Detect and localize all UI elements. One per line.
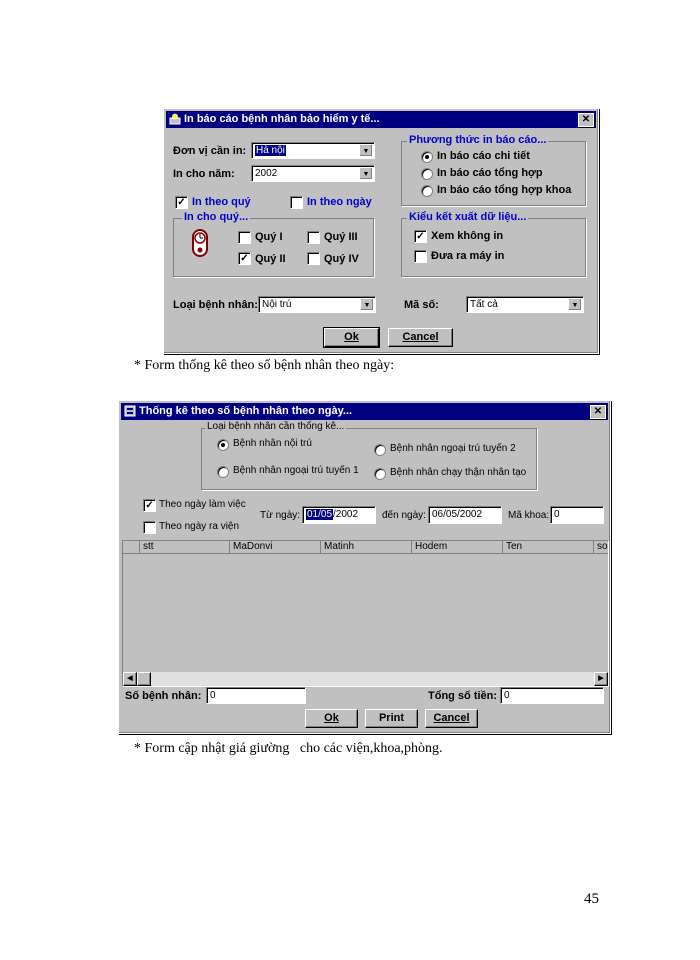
- quy-group-title: In cho quý...: [184, 211, 249, 223]
- clock-icon: [192, 228, 208, 258]
- so-bn-label: Số bệnh nhân:: [125, 690, 202, 702]
- xem-khong-in-checkbox[interactable]: ✓: [414, 230, 427, 243]
- loai-bn-value: Nội trú: [262, 299, 292, 310]
- cancel-button[interactable]: [388, 328, 453, 347]
- caption-2: * Form cập nhật giá giường cho các viện,khoa,phòng.: [134, 741, 443, 756]
- cancel-button[interactable]: [425, 709, 478, 728]
- nam-label: In cho năm:: [173, 168, 235, 180]
- quy-4-label: Quý IV: [324, 253, 359, 265]
- in-theo-quy-label: In theo quý: [192, 196, 251, 208]
- column-header[interactable]: stt: [140, 541, 230, 554]
- noi-tru-radio[interactable]: [217, 439, 229, 451]
- phuong-thuc-group: [401, 134, 586, 206]
- tong-tien-label: Tổng số tiền:: [428, 690, 498, 702]
- horizontal-scrollbar[interactable]: [123, 672, 608, 686]
- ma-khoa-value: 0: [554, 509, 560, 520]
- chay-than-label: Bệnh nhân chạy thận nhân tạo: [390, 467, 527, 478]
- noi-tru-label: Bệnh nhân nội trú: [233, 438, 312, 449]
- tu-ngay-selected: 01/05: [307, 509, 333, 520]
- quy-3-label: Quý III: [324, 231, 358, 243]
- tong-hop-label: In báo cáo tổng hợp: [437, 167, 543, 179]
- column-header[interactable]: Matinh: [321, 541, 412, 554]
- dua-ra-may-in-label: Đưa ra máy in: [431, 250, 505, 262]
- column-header[interactable]: so: [594, 541, 609, 554]
- quy-2-checkbox[interactable]: ✓: [238, 252, 251, 265]
- theo-ngay-lam-viec-checkbox[interactable]: ✓: [143, 499, 156, 512]
- ma-khoa-label: Mã khoa:: [508, 510, 550, 521]
- kieu-ket-xuat-group: [401, 211, 586, 277]
- grid-row-selector: [123, 541, 140, 554]
- loai-bn-label: Loại bệnh nhân:: [173, 299, 258, 311]
- den-ngay-input[interactable]: [428, 506, 502, 524]
- quy-1-checkbox[interactable]: [238, 231, 251, 244]
- column-header[interactable]: Hodem: [412, 541, 503, 554]
- page-number: 45: [584, 891, 599, 907]
- in-theo-quy-checkbox[interactable]: ✓: [175, 196, 188, 209]
- ok-button[interactable]: [324, 328, 379, 347]
- ma-so-value: Tất cả: [470, 299, 498, 310]
- in-theo-ngay-checkbox[interactable]: [290, 196, 303, 209]
- tong-hop-radio[interactable]: [421, 168, 433, 180]
- chevron-down-icon[interactable]: ▼: [359, 167, 373, 180]
- chi-tiet-label: In báo cáo chi tiết: [437, 150, 530, 162]
- theo-ngay-ra-vien-checkbox[interactable]: [143, 521, 156, 534]
- den-ngay-value: 06/05/2002: [432, 509, 483, 520]
- close-icon[interactable]: ✕: [590, 405, 606, 419]
- nam-select[interactable]: [251, 165, 375, 182]
- chay-than-radio[interactable]: [374, 468, 386, 480]
- tu-ngay-rest: /2002: [333, 509, 359, 520]
- dua-ra-may-in-checkbox[interactable]: [414, 250, 427, 263]
- app-icon: [124, 405, 136, 417]
- scroll-left-icon[interactable]: ◀: [123, 672, 137, 686]
- ma-khoa-input[interactable]: [550, 506, 604, 524]
- kieu-ket-xuat-title: Kiểu kết xuất dữ liệu...: [409, 211, 527, 223]
- tu-ngay-label: Từ ngày:: [260, 510, 301, 521]
- theo-ngay-lam-viec-label: Theo ngày làm việc: [159, 499, 246, 510]
- so-bn-value: 0: [210, 690, 216, 701]
- dialog-title: Thống kê theo số bệnh nhân theo ngày...: [139, 405, 353, 417]
- quy-4-checkbox[interactable]: [307, 252, 320, 265]
- cancel-button-label: Cancel: [433, 712, 470, 724]
- quy-1-label: Quý I: [255, 231, 283, 243]
- theo-ngay-ra-vien-label: Theo ngày ra viện: [159, 521, 240, 532]
- data-grid[interactable]: [122, 540, 609, 687]
- print-button[interactable]: [365, 709, 418, 728]
- close-icon[interactable]: ✕: [578, 113, 594, 127]
- den-ngay-label: đến ngày:: [382, 510, 426, 521]
- app-icon: [169, 113, 181, 125]
- print-button-label: Print: [378, 712, 405, 724]
- ok-button-label: Ok: [324, 712, 339, 724]
- don-vi-select[interactable]: [251, 142, 375, 159]
- quy-3-checkbox[interactable]: [307, 231, 320, 244]
- don-vi-label: Đơn vị cần in:: [173, 145, 247, 157]
- don-vi-value: Hà nội: [256, 145, 285, 156]
- loai-bn-select[interactable]: [258, 296, 376, 313]
- statistics-dialog: [118, 400, 611, 734]
- tong-hop-khoa-radio[interactable]: [421, 185, 433, 197]
- tong-tien-value: 0: [504, 690, 510, 701]
- ngoai-tru-1-label: Bệnh nhân ngoại trú tuyến 1: [233, 465, 359, 476]
- so-bn-field: [206, 687, 306, 704]
- tong-hop-khoa-label: In báo cáo tổng hợp khoa: [437, 184, 572, 196]
- report-dialog: [163, 108, 599, 354]
- ok-button[interactable]: [305, 709, 358, 728]
- ma-so-select[interactable]: [466, 296, 584, 313]
- cancel-button-label: Cancel: [402, 331, 439, 343]
- ngoai-tru-2-label: Bệnh nhân ngoại trú tuyến 2: [390, 443, 516, 454]
- ok-button-label: Ok: [344, 331, 359, 343]
- chi-tiet-radio[interactable]: [421, 151, 433, 163]
- tong-tien-field: [500, 687, 604, 704]
- chevron-down-icon[interactable]: ▼: [359, 144, 373, 157]
- scroll-thumb[interactable]: [137, 672, 151, 686]
- chevron-down-icon[interactable]: ▼: [568, 298, 582, 311]
- quy-group: [173, 211, 374, 277]
- scroll-right-icon[interactable]: ▶: [594, 672, 608, 686]
- phuong-thuc-title: Phương thức in báo cáo...: [409, 134, 547, 146]
- quy-2-label: Quý II: [255, 253, 286, 265]
- column-header[interactable]: Ten: [503, 541, 594, 554]
- in-theo-ngay-label: In theo ngày: [307, 196, 372, 208]
- tu-ngay-input[interactable]: [302, 506, 376, 524]
- ngoai-tru-1-radio[interactable]: [217, 466, 229, 478]
- report-dialog-titlebar: [166, 111, 596, 128]
- caption-1: * Form thống kê theo số bệnh nhân theo ngày:: [134, 358, 395, 373]
- loai-bn-group-title: Loại bệnh nhân cần thống kê...: [207, 421, 345, 432]
- nam-value: 2002: [255, 168, 278, 179]
- xem-khong-in-label: Xem không in: [431, 230, 504, 242]
- loai-bn-group: [201, 421, 537, 490]
- dialog-title: In báo cáo bệnh nhân bảo hiểm y tế...: [184, 113, 380, 125]
- chevron-down-icon[interactable]: ▼: [360, 298, 374, 311]
- column-header[interactable]: MaDonvi: [230, 541, 321, 554]
- ma-so-label: Mã số:: [404, 299, 439, 311]
- statistics-dialog-titlebar: [121, 403, 608, 420]
- ngoai-tru-2-radio[interactable]: [374, 444, 386, 456]
